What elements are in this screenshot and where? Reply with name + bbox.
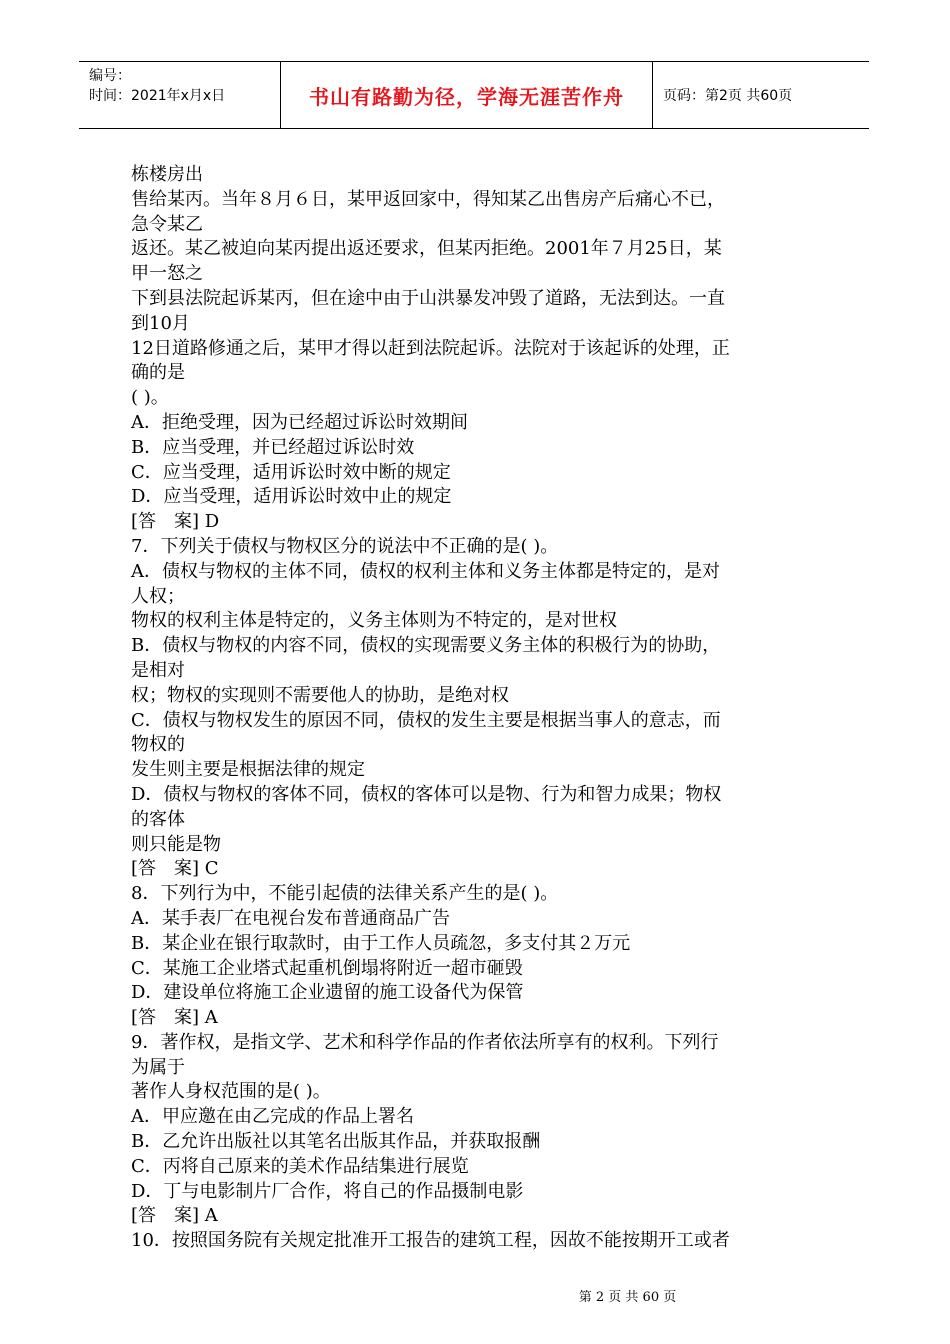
header-motto: 书山有路勤为径，学海无涯苦作舟 (281, 62, 653, 128)
text-line: A．某手表厂在电视台发布普通商品广告 (131, 907, 450, 929)
text-line: 售给某丙。当年８月６日，某甲返回家中，得知某乙出售房产后痛心不已， (131, 188, 725, 210)
page-footer: 第 2 页 共 60 页 (578, 1290, 677, 1305)
text-line: 急令某乙 (131, 213, 203, 235)
text-line: 下到县法院起诉某丙，但在途中由于山洪暴发冲毁了道路，无法到达。一直 (131, 287, 725, 309)
text-line: [答 案] A (131, 1205, 218, 1227)
document-body (131, 163, 831, 1254)
text-line: D．债权与物权的客体不同，债权的客体可以是物、行为和智力成果；物权 (131, 783, 722, 805)
text-line: B．乙允许出版社以其笔名出版其作品，并获取报酬 (131, 1131, 541, 1153)
text-line: 8．下列行为中，不能引起债的法律关系产生的是( )。 (131, 883, 559, 905)
text-line: 为属于 (131, 1056, 185, 1078)
text-line: 10．按照国务院有关规定批准开工报告的建筑工程，因故不能按期开工或者 (131, 1230, 730, 1252)
text-line: B．债权与物权的内容不同，债权的实现需要义务主体的积极行为的协助， (131, 635, 721, 657)
text-line: C．丙将自己原来的美术作品结集进行展览 (131, 1155, 469, 1177)
text-line: D．丁与电影制片厂合作，将自己的作品摄制电影 (131, 1180, 524, 1202)
text-line: ( )。 (131, 387, 169, 409)
text-line: C．债权与物权发生的原因不同，债权的发生主要是根据当事人的意志，而 (131, 709, 721, 731)
text-line: 的客体 (131, 808, 185, 830)
text-line: 12日道路修通之后，某甲才得以赶到法院起诉。法院对于该起诉的处理，正 (131, 337, 730, 359)
text-line: 7．下列关于债权与物权区分的说法中不正确的是( )。 (131, 535, 559, 557)
text-line: D．建设单位将施工企业遗留的施工设备代为保管 (131, 982, 524, 1004)
page-header (79, 61, 869, 129)
text-line: C．某施工企业塔式起重机倒塌将附近一超市砸毁 (131, 957, 523, 979)
text-line: A．甲应邀在由乙完成的作品上署名 (131, 1106, 414, 1128)
text-line: B．应当受理，并已经超过诉讼时效 (131, 436, 415, 458)
text-line: 则只能是物 (131, 833, 221, 855)
text-line: D．应当受理，适用诉讼时效中止的规定 (131, 486, 452, 508)
text-line: 9．著作权，是指文学、艺术和科学作品的作者依法所享有的权利。下列行 (131, 1031, 719, 1053)
text-line: C．应当受理，适用诉讼时效中断的规定 (131, 461, 451, 483)
text-line: A．债权与物权的主体不同，债权的权利主体和义务主体都是特定的，是对 (131, 560, 720, 582)
text-line: 栋楼房出 (131, 164, 203, 185)
text-line: 物权的 (131, 734, 185, 756)
text-line: 权；物权的实现则不需要他人的协助，是绝对权 (131, 684, 509, 706)
text-line: [答 案] D (131, 511, 220, 533)
text-line: [答 案] A (131, 1007, 218, 1029)
text-line: 甲一怒之 (131, 263, 203, 285)
text-line: 著作人身权范围的是( )。 (131, 1081, 331, 1103)
text-line: 是相对 (131, 659, 185, 681)
text-line: 确的是 (131, 362, 185, 384)
text-line: 人权； (131, 585, 185, 607)
text-line: B．某企业在银行取款时，由于工作人员疏忽，多支付其２万元 (131, 932, 631, 954)
header-page-number: 页码：第2页 共60页 (663, 88, 793, 104)
text-line: 到10月 (131, 312, 190, 334)
document-time-label: 时间：2021年x月x日 (89, 88, 226, 104)
text-line: 发生则主要是根据法律的规定 (131, 759, 365, 781)
document-number-label: 编号： (89, 68, 131, 84)
text-line: 物权的权利主体是特定的，义务主体则为不特定的，是对世权 (131, 610, 617, 632)
header-meta (79, 62, 281, 128)
text-line: 返还。某乙被迫向某丙提出返还要求，但某丙拒绝。2001年７月25日，某 (131, 238, 722, 260)
text-line: [答 案] C (131, 858, 219, 880)
text-line: A．拒绝受理，因为已经超过诉讼时效期间 (131, 411, 468, 433)
